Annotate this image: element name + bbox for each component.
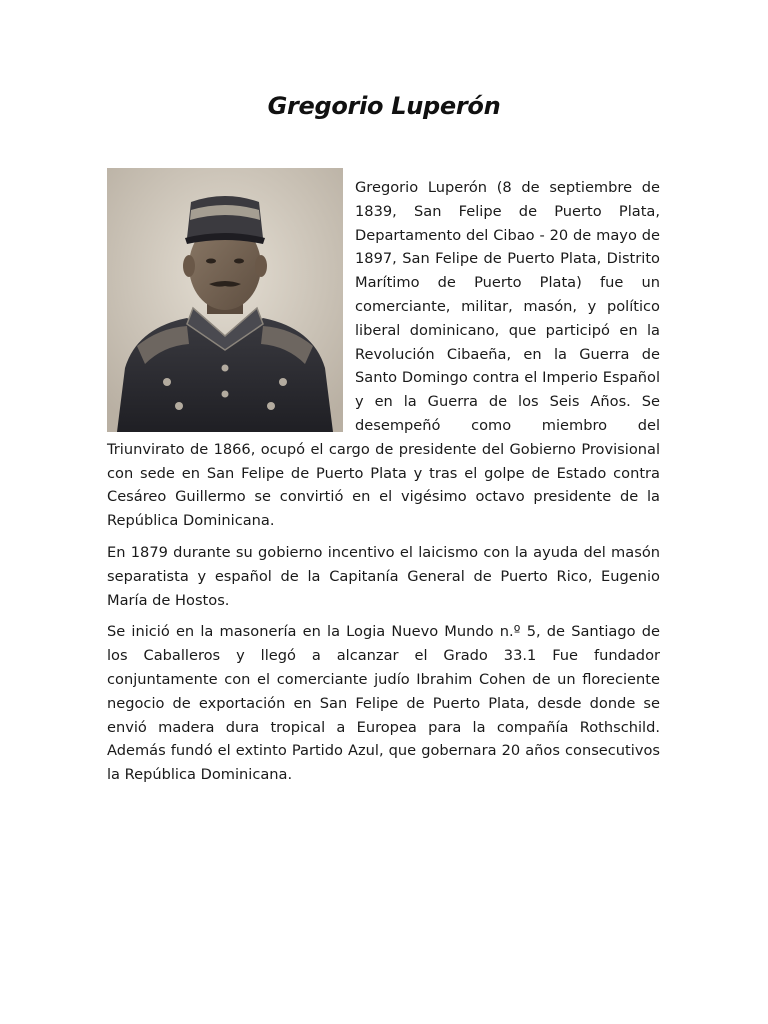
paragraph-3: Se inició en la masonería en la Logia Nuevo Mundo n.º 5, de Santiago de los Caballeros y llegó a alcanzar el Grado 33.1 Fue fundador conjuntamente con el comerciante judío Ibrahim Cohen de un floreciente negocio de exportación en San Felipe de Puerto Plata, desde donde se envió madera dura tropical a Europea para la compañía Rothschild. Además fundó el extinto Partido Azul, que gobernara 20 años consecutivos la República Dominicana. (107, 623, 660, 784)
button (163, 378, 171, 386)
ear-left (183, 255, 195, 277)
ear-right (255, 255, 267, 277)
document-title: Gregorio Luperón (267, 92, 501, 120)
eye-right (234, 259, 244, 264)
document-body (107, 176, 660, 795)
paragraph-2: En 1879 durante su gobierno incentivo el laicismo con la ayuda del masón separatista y español de la Capitanía General de Puerto Rico, Eugenio María de Hostos. (107, 543, 660, 609)
button (267, 402, 275, 410)
button (175, 402, 183, 410)
button (279, 378, 287, 386)
portrait-photo (107, 168, 343, 432)
button (222, 365, 229, 372)
paragraph-1: Gregorio Luperón (8 de septiembre de 1839, San Felipe de Puerto Plata, Departamento del Cibao - 20 de mayo de 1897, San Felipe de Puerto Plata, Distrito Marítimo de Puerto Plata) fue un comerciante, militar, masón, y político liberal dominicano, que participó en la Revolución Cibaeña, en la Guerra de Santo Domingo contra el Imperio Español y en la Guerra de los Seis Años. Se desempeñó como miembro del Triunvirato de 1866, ocupó el cargo de presidente del Gobierno Provisional con sede en San Felipe de Puerto Plata y tras el golpe de Estado contra Cesáreo Guillermo se convirtió en el vigésimo octavo presidente de la República Dominicana. (107, 179, 660, 530)
eye-left (206, 259, 216, 264)
button (222, 391, 229, 398)
